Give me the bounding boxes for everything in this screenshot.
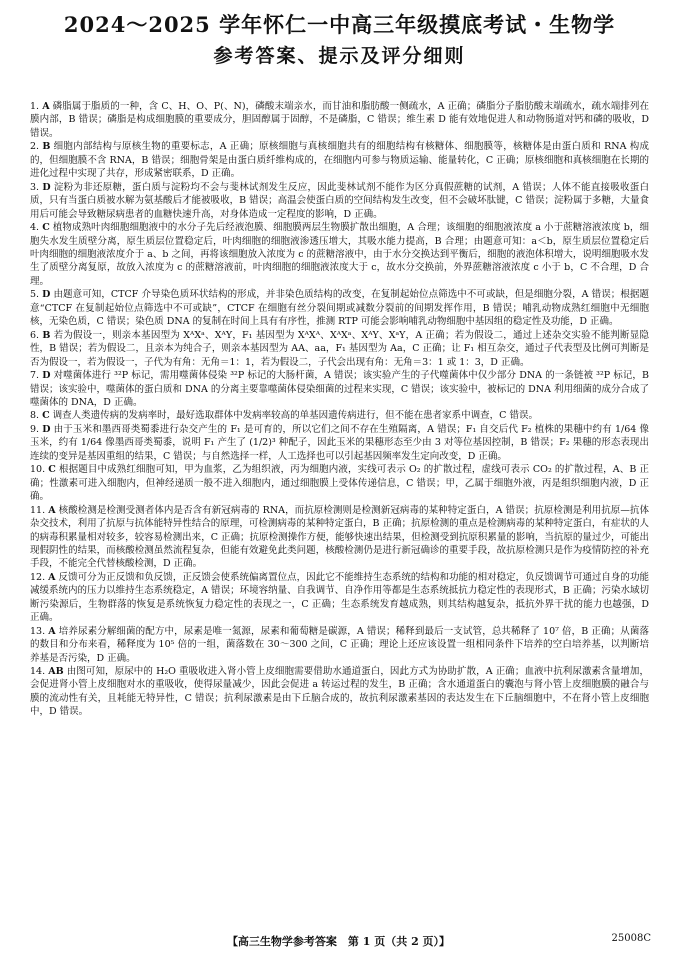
answer-explanation: 调查人类遗传病的发病率时，最好选取群体中发病率较高的单基因遗传病进行，但不能在患者家系中调查，C 错误。 [52,410,538,422]
answer-item [30,369,649,409]
answer-choice: B [42,141,51,153]
answer-number: 4. [30,222,40,234]
answer-explanation: 反馈可分为正反馈和负反馈，正反馈会使系统偏离置位点，因此它不能维持生态系统的结构和功能的相对稳定，负反馈调节可通过自身的功能减缓系统内的压力以维持生态系统稳定，A 错误；环境容纳量、自我调节、自净作用等都是生态系统抵抗力稳定性的表现形式，B 正确；污染水域切断污染源后，生物群落的恢复是系统恢复力稳定性的表现之一，C 正确；生态系统发育越成熟，则其结构越复杂，抵抗外界干扰的能力也越强，D 正确。 [30,571,649,624]
footer-exam-code: 25008C [611,933,651,944]
answer-list [30,100,649,719]
answer-number: 1. [30,101,40,112]
answer-choice: D [42,370,51,382]
answer-item [30,288,649,328]
answer-item [30,504,649,571]
answer-number: 9. [30,423,40,435]
answer-number: 10. [30,464,46,476]
answer-choice: D [42,289,51,301]
answer-number: 12. [30,571,46,583]
answer-number: 6. [30,329,40,341]
answer-choice: A [48,571,56,583]
answer-number: 13. [30,625,46,637]
answer-choice: C [42,222,50,234]
answer-item [30,463,649,503]
answer-explanation: 淀粉为非还原糖，蛋白质与淀粉均不会与斐林试剂发生反应，因此斐林试剂不能作为区分真假蔗糖的试剂，A 错误；人体不能直接吸收蛋白质，只有当蛋白质被水解为氨基酸后才能被吸收，B 错误；高温会使蛋白质的空间结构发生改变，但不会破坏肽键，C 错误；淀粉属于多糖，大量食用后可能会导致糖尿病患者的血糖快速升高，对身体造成一定程度的影响，D 正确。 [30,181,649,220]
answer-item [30,329,649,369]
answer-choice: A [42,101,50,112]
answer-explanation: 由于玉米和墨西哥类蜀黍进行杂交产生的 F₁ 是可育的，所以它们之间不存在生殖隔离，A 错误；F₁ 自交后代 F₂ 植株的果穗中约有 1/64 像玉米，约有 1/64 像墨西哥类蜀黍，说明 F₁ 产生了 (1/2)³ 种配子，因此玉米的果穗形态至少由 3 对等位基因控制，B 错误；F₂ 果穗的形态表现出连续的变异是基因重组的结果，C 错误；与自然选择一样，人工选择也可以引起基因频率发生定向改变，D 正确。 [30,423,649,462]
answer-explanation: 对噬菌体进行 ³²P 标记，需用噬菌体侵染 ³²P 标记的大肠杆菌，A 错误；该实验产生的子代噬菌体中仅少部分 DNA 的一条链被 ³²P 标记，B 错误；该实验中，噬菌体的蛋白质和 DNA 的分离主要靠噬菌体侵染细菌的过程来实现，C 错误；该实验中，被标记的 DNA 利用细菌的成分合成了噬菌体的 DNA，D 正确。 [30,370,649,408]
answer-item [30,140,649,180]
page-footer [0,933,677,949]
answer-choice: D [42,181,51,193]
answer-number: 3. [30,181,40,193]
answer-explanation: 核酸检测是检测受测者体内是否含有新冠病毒的 RNA，而抗原检测则是检测新冠病毒的某种特定蛋白，A 错误；抗原检测是利用抗原—抗体杂交技术，利用了抗原与抗体能特异性结合的原理，可检测病毒的某种特定蛋白，B 正确；抗原检测的重点是检测病毒的某种特定蛋白，有症状的人的病毒积累量相对较多，较容易检测出来，C 正确；抗原检测操作方便，能够快速出结果，但检测受到抗原积累量的影响，当抗原的量过少，可能出现假阴性的结果，而核酸检测虽然流程复杂，但能有效避免此类问题，核酸检测仍是进行新冠确诊的重要手段，故抗原检测只是作为疫情防控的补充手段，不能完全代替核酸检测，D 正确。 [30,504,649,570]
footer-page-label: 【高三生物学参考答案 第 1 页（共 2 页）】 [226,935,451,948]
answer-explanation: 若为假设一，则亲本基因型为 XᴬXᵃ、XᴬY，F₁ 基因型为 XᴬXᴬ、XᴬXᵃ、XᴬY、XᵃY，A 正确；若为假设二，通过上述杂交实验不能判断显隐性，B 错误；若为假设二，且亲本为纯合子，则亲本基因型为 AA、aa，F₁ 基因型为 Aa，C 正确；让 F₁ 相互杂交，通过子代表型及比例可判断是否为假设一，若为假设一，子代为有角：无角＝1：1，若为假设二，子代会出现有角：无角＝3：1 或 1：3，D 正确。 [30,329,649,368]
answer-explanation: 根据题目中成熟红细胞可知，甲为血浆，乙为组织液，丙为细胞内液，实线可表示 O₂ 的扩散过程，虚线可表示 CO₂ 的扩散过程，A、B 正确；性激素可进入细胞内，但神经递质一般不进入细胞内，通过细胞膜上受体传递信息，C 错误；甲，乙属于细胞外液，丙是组织细胞内液，D 正确。 [30,464,649,503]
page-title: 2024～2025 学年怀仁一中高三年级摸底考试・生物学 [63,12,616,37]
answer-explanation: 由题意可知，CTCF 介导染色质环状结构的形成，并非染色质结构的改变，在复制起始位点筛选中不可或缺，但是细胞分裂，A 错误；根据题意“CTCF 在复制起始位点筛选中不可或缺”，CTCF 在细胞有丝分裂间期或减数分裂前的间期发挥作用，B 错误；哺乳动物成熟红细胞中无细胞核，无染色质，C 错误；染色质 DNA 的复制在时间上具有有序性，推测 RTP 可能会影响哺乳动物细胞中基因组的稳定性及功能，D 正确。 [30,289,649,328]
answer-choice: AB [48,666,64,678]
answer-explanation: 磷脂属于脂质的一种，含 C、H、O、P(、N)，磷酸末端亲水，而甘油和脂肪酸一侧疏水，A 正确；磷脂分子脂肪酸末端疏水，疏水端排列在膜内部，B 错误；磷脂是构成细胞膜的重要成分，胆固醇属于固醇，不是磷脂，C 错误；维生素 D 能有效地促进人和动物肠道对钙和磷的吸收，D 错误。 [30,101,649,139]
answer-choice: B [42,329,51,341]
page-subtitle: 参考答案、提示及评分细则 [213,45,466,67]
answer-number: 11. [30,504,46,516]
answer-item [30,571,649,625]
answer-number: 7. [30,370,40,382]
answer-explanation: 细胞内部结构与原核生物的重要标志，A 正确；原核细胞与真核细胞共有的细胞结构有核糖体、细胞膜等，核糖体是由蛋白质和 RNA 构成的，但细胞膜不含 RNA，B 错误；细胞骨架是由蛋白质纤维构成的，在细胞内可参与物质运输、能量转化，C 正确；原核细胞和真核细胞在长期的进化过程中实现了共存，形成紧密联系，D 正确。 [30,141,649,180]
answer-number: 2. [30,141,40,153]
answer-item [30,221,649,288]
answer-item [30,665,649,719]
answer-choice: A [48,625,56,637]
answer-explanation: 植物成熟叶肉细胞细胞液中的水分子先后经液泡膜、细胞膜两层生物膜扩散出细胞，A 合理；该细胞的细胞液浓度 a 小于蔗糖溶液浓度 b，细胞失水发生质壁分离，原生质层位置稳定后，叶肉细胞的细胞液渗透压增大，其吸水能力提高，B 合理；由题意可知：a＜b，原生质层位置稳定后叶肉细胞的细胞液浓度介于 a、b 之间，再将该细胞放入浓度为 c 的蔗糖溶液中，由于水分交换达到平衡后，细胞的液泡体积增大，说明细胞吸水发生了质壁分离复原，故放入浓度为 c 的蔗糖溶液前，叶肉细胞的细胞液浓度大于 c，故水分交换前，外界蔗糖溶液浓度 c 小于 b，C 不合理，D 合理。 [30,222,649,287]
answer-choice: A [48,504,56,516]
answer-item [30,100,649,140]
answer-number: 5. [30,289,40,301]
answer-number: 14. [30,666,46,678]
answer-choice: D [42,423,51,435]
answer-item [30,423,649,463]
answer-choice: C [42,410,50,422]
answer-item [30,409,649,422]
answer-choice: C [48,464,56,476]
answer-item [30,625,649,665]
answer-number: 8. [30,410,40,422]
answer-item [30,181,649,221]
answer-explanation: 培养尿素分解细菌的配方中，尿素是唯一氮源，尿素和葡萄糖是碳源，A 错误；稀释到最后一支试管，总共稀释了 10⁷ 倍，B 正确；从菌落的数目和分布来看，稀释度为 10⁵ 倍的一组，菌落数在 30～300 之间，C 正确；理论上还应该设置一组相同条件下培养的空白培养基，以判断培养基是否污染，D 正确。 [30,625,649,664]
answer-explanation: 由图可知，原尿中的 H₂O 重吸收进入肾小管上皮细胞需要借助水通道蛋白，因此方式为协助扩散，A 正确；血液中抗利尿激素含量增加，会促进肾小管上皮细胞对水的重吸收，使得尿量减少，因此会促进 a 转运过程的发生，B 正确；含水通道蛋白的囊泡与肾小管上皮细胞膜的融合与膜的流动性有关，且耗能无特异性，C 错误；抗利尿激素是由下丘脑合成的，故抗利尿激素基因的表达发生在下丘脑细胞中，不在肾小管上皮细胞中，D 错误。 [30,666,649,718]
